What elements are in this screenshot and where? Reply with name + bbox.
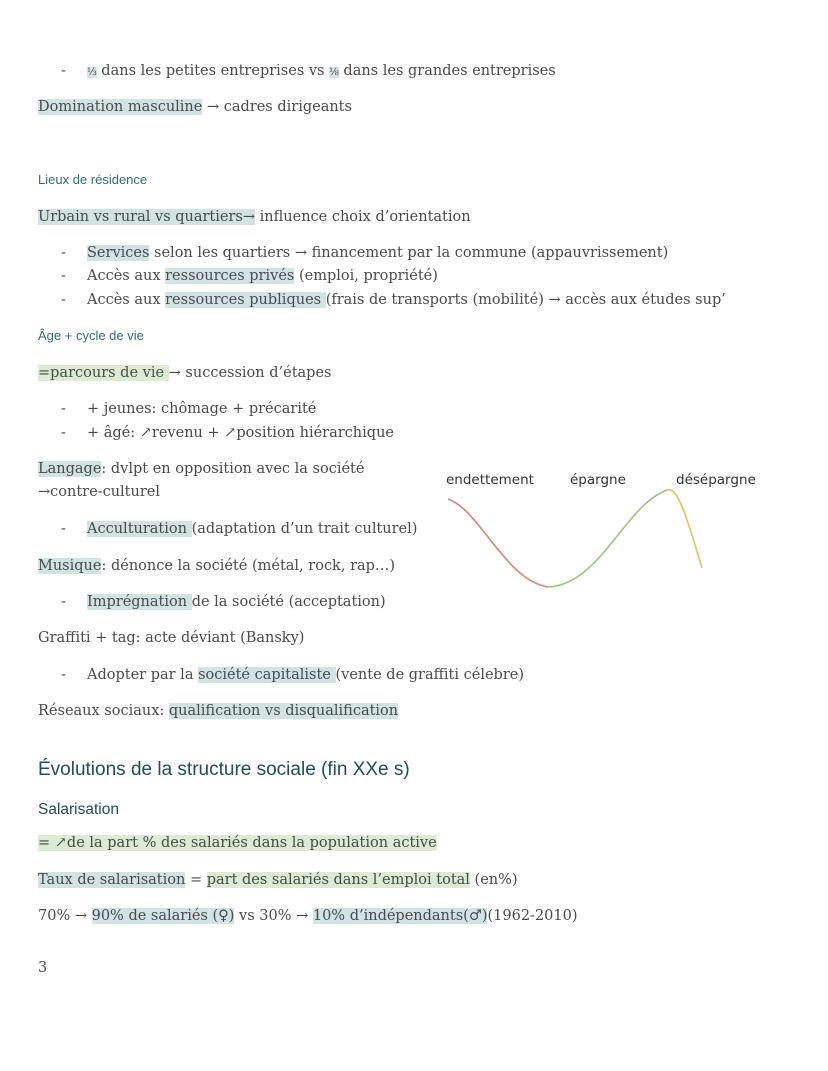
bullet-dash: - [61, 268, 66, 284]
text: (en%) [469, 872, 518, 888]
text: 70% → [38, 908, 92, 924]
text: Réseaux sociaux: [38, 703, 169, 719]
highlight: société capitaliste [198, 667, 336, 683]
text: dans les grandes entreprises [338, 63, 556, 79]
label-epargne: épargne [570, 472, 626, 488]
text: Adopter par la [87, 667, 199, 683]
text: : dénonce la société (métal, rock, rap…) [101, 558, 396, 574]
page-number: 3 [38, 960, 48, 976]
highlight: Services [87, 245, 150, 261]
bullet-dash: - [61, 245, 66, 261]
bullet-dash: - [61, 521, 66, 537]
highlight: Langage [38, 461, 102, 477]
text: selon les quartiers → financement par la commune (appauvrissement) [149, 245, 669, 261]
bullet-dash: - [61, 401, 66, 417]
bullet-dash: - [61, 594, 66, 610]
heading-age-cycle: Âge + cycle de vie [38, 328, 144, 343]
highlight: = ↗de la part % des salariés dans la population active [38, 835, 437, 851]
highlight: part des salariés dans l’emploi total [206, 872, 470, 888]
highlight: qualification vs disqualification [168, 703, 399, 719]
text: (frais de transports (mobilité) → accès aux études sup’ [325, 292, 726, 308]
heading-salarisation: Salarisation [38, 801, 119, 818]
bullet-dash: - [61, 292, 66, 308]
bullet-dash: - [61, 63, 66, 79]
highlight: Musique [38, 558, 102, 574]
text: : dvlpt en opposition avec la société [101, 461, 365, 477]
graffiti-line: Graffiti + tag: acte déviant (Bansky) [38, 630, 305, 646]
highlight: 90% de salariés (♀) [91, 908, 235, 924]
contre-culturel-line: →contre-culturel [38, 484, 160, 500]
text: (1962-2010) [487, 908, 578, 924]
highlight: ressources privés [165, 268, 295, 284]
bullet-dash: - [61, 425, 66, 441]
label-endettement: endettement [446, 472, 534, 488]
curve-dissaving-segment [667, 490, 702, 568]
text: (adaptation d’un trait culturel) [191, 521, 418, 537]
highlight: ressources publiques [165, 292, 326, 308]
text: dans les petites entreprises vs [96, 63, 330, 79]
list-item: + âgé: ↗revenu + ↗position hiérarchique [87, 425, 394, 441]
curve-savings-segment [548, 490, 667, 587]
text: vs 30% → [234, 908, 313, 924]
text: → cadres dirigeants [202, 99, 352, 115]
highlight: =parcours de vie [38, 365, 169, 381]
fraction-third: ⅓ [87, 67, 97, 78]
bullet-dash: - [61, 667, 66, 683]
fraction-eighth: ⅛ [329, 67, 339, 78]
heading-evolutions: Évolutions de la structure sociale (fin XXe s) [38, 759, 410, 780]
curve-debt-segment [448, 499, 548, 587]
highlight: Acculturation [87, 521, 192, 537]
text: Accès aux [87, 268, 166, 284]
text: → succession d’étapes [168, 365, 332, 381]
heading-lieux-residence: Lieux de résidence [38, 172, 148, 187]
highlight: Urbain vs rural vs quartiers→ [38, 209, 256, 225]
text: de la société (acceptation) [191, 594, 386, 610]
text: Accès aux [87, 292, 166, 308]
highlight: Imprégnation [87, 594, 192, 610]
text: influence choix d’orientation [255, 209, 471, 225]
text: (emploi, propriété) [294, 268, 438, 284]
text: = [185, 872, 207, 888]
label-desepargne: désépargne [676, 472, 756, 488]
text: (vente de graffiti célebre) [335, 667, 524, 683]
list-item: + jeunes: chômage + précarité [87, 401, 317, 417]
highlight: Domination masculine [38, 99, 203, 115]
highlight: 10% d’indépendants(♂) [312, 908, 488, 924]
highlight: Taux de salarisation [38, 872, 186, 888]
